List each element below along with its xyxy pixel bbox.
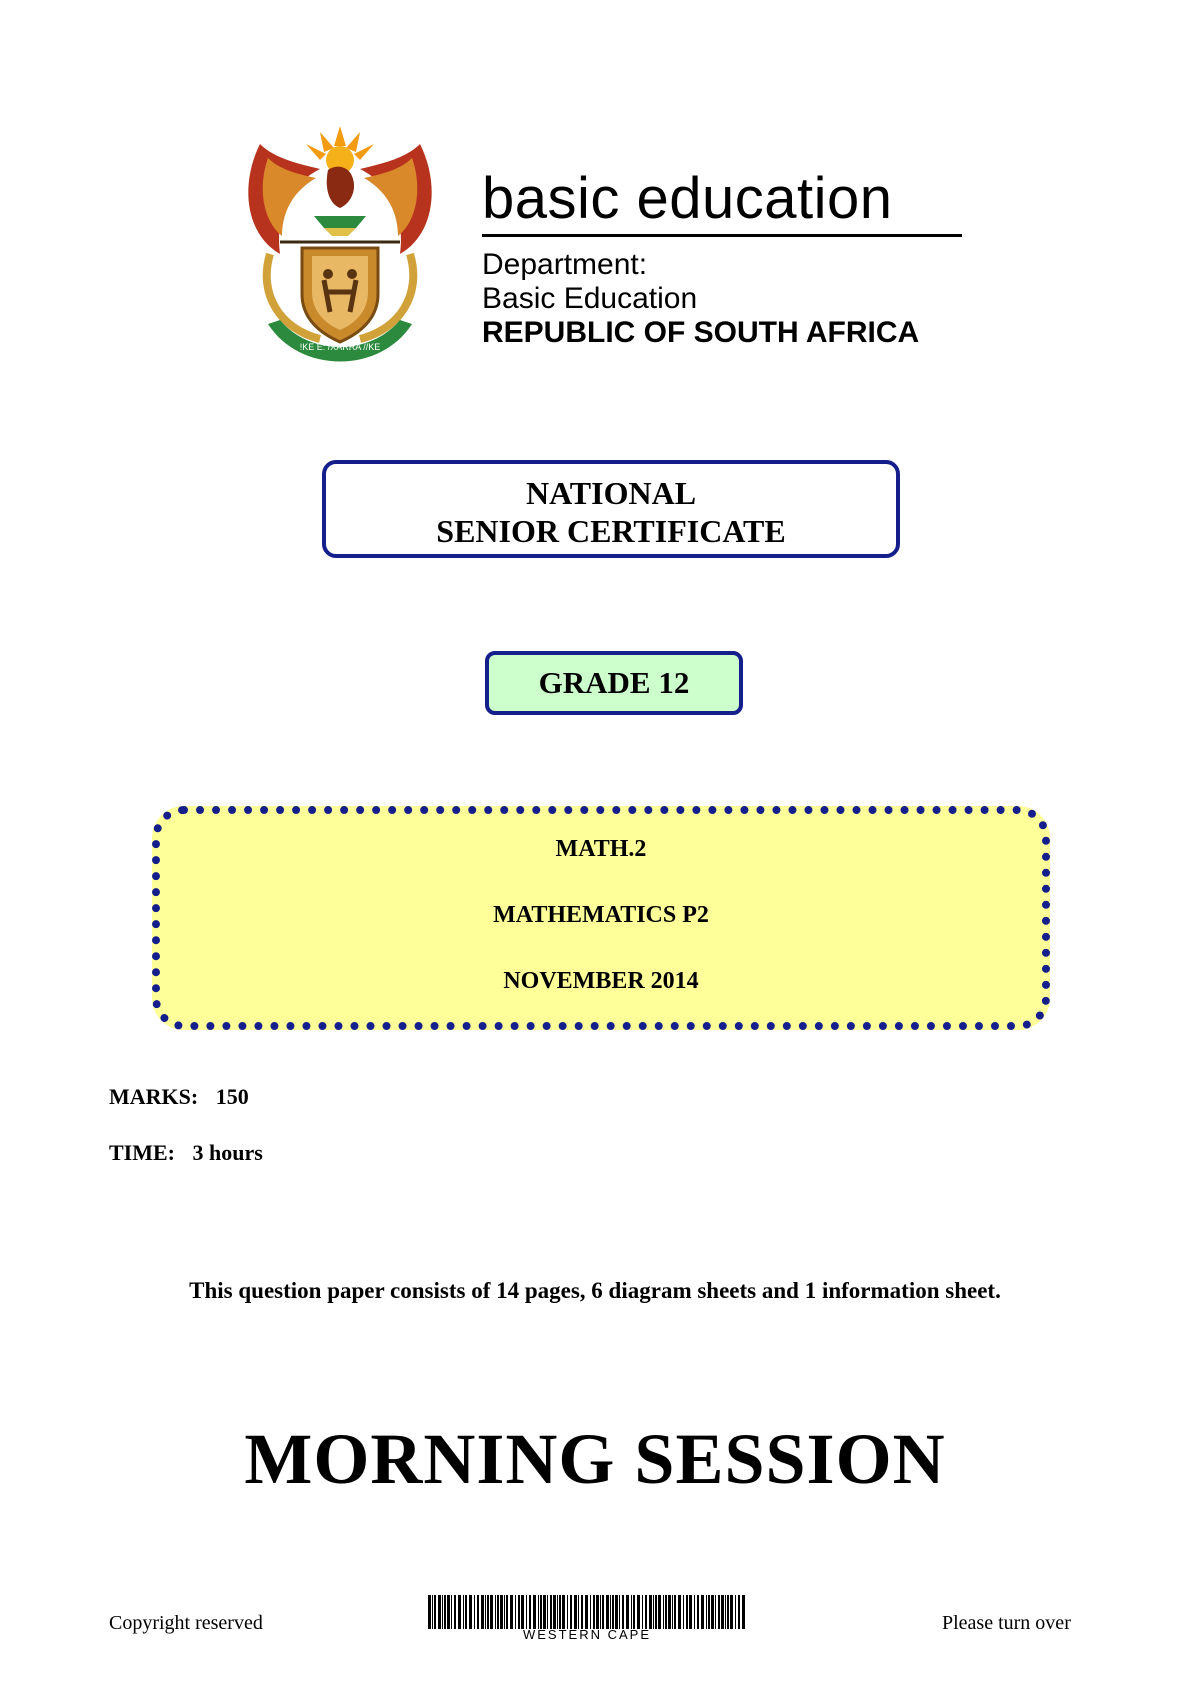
marks-line xyxy=(109,1084,249,1110)
brand-title: basic education xyxy=(482,166,893,231)
certificate-line-1: NATIONAL xyxy=(525,475,697,511)
emblem-motto-text: !KE E: /XARRA //KE xyxy=(299,342,381,352)
session-title: MORNING SESSION xyxy=(244,1419,946,1499)
brand-rule xyxy=(482,234,962,237)
time-value: 3 hours xyxy=(192,1140,263,1165)
turn-over-text: Please turn over xyxy=(942,1612,1071,1634)
marks-label: MARKS: xyxy=(109,1084,199,1109)
time-line xyxy=(109,1140,263,1166)
marks-value: 150 xyxy=(215,1084,249,1109)
certificate-line-2: SENIOR CERTIFICATE xyxy=(436,513,786,549)
certificate-box xyxy=(322,460,900,558)
country-name: REPUBLIC OF SOUTH AFRICA xyxy=(482,316,920,349)
subject-box xyxy=(152,806,1050,1030)
exam-date: NOVEMBER 2014 xyxy=(503,968,699,994)
time-label: TIME: xyxy=(109,1140,175,1165)
department-name: Basic Education xyxy=(482,282,698,315)
department-label: Department: xyxy=(482,248,648,281)
subject-name: MATHEMATICS P2 xyxy=(493,902,709,928)
paper-description: This question paper consists of 14 pages, 6 diagram sheets and 1 information sheet. xyxy=(189,1278,1001,1303)
subject-code: MATH.2 xyxy=(555,836,647,862)
grade-box: GRADE 12 xyxy=(485,651,743,715)
barcode-icon xyxy=(428,1595,746,1629)
copyright-text: Copyright reserved xyxy=(109,1612,263,1634)
barcode-text: WESTERN CAPE xyxy=(522,1627,651,1642)
coat-of-arms-icon xyxy=(240,124,440,369)
